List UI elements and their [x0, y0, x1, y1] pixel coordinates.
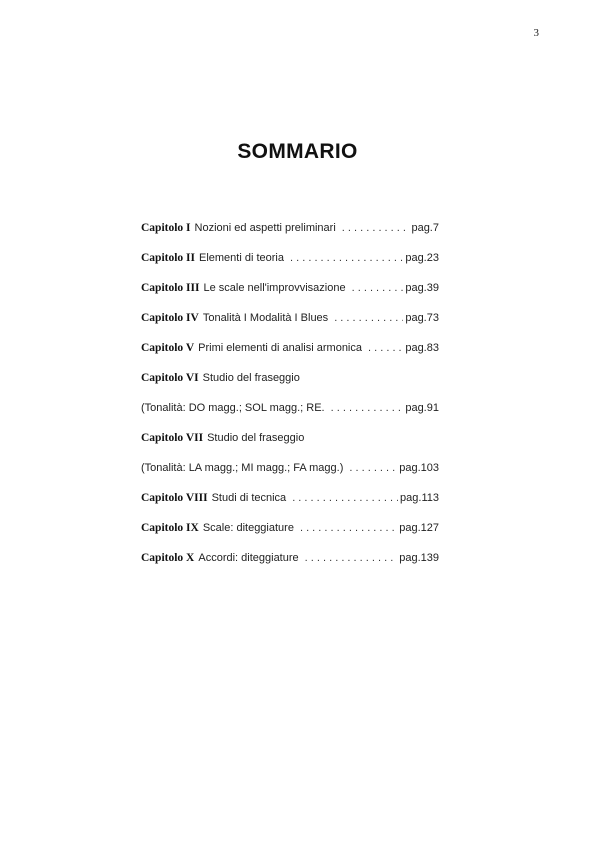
dot-leader	[292, 491, 398, 506]
table-of-contents	[141, 221, 439, 581]
dot-leader	[349, 461, 397, 476]
page-abbrev: pag.	[400, 492, 422, 504]
toc-entry-chapter-7-detail	[141, 461, 439, 491]
chapter-label: Capitolo II	[141, 252, 195, 264]
chapter-title: Le scale nell'improvvisazione	[203, 282, 346, 294]
page-ref: 127	[420, 522, 439, 534]
chapter-subtitle: (Tonalità: DO magg.; SOL magg.; RE.	[141, 402, 325, 414]
dot-leader	[368, 341, 403, 356]
chapter-label: Capitolo IV	[141, 312, 199, 324]
chapter-label: Capitolo VII	[141, 432, 204, 444]
page-abbrev: pag.	[405, 342, 427, 354]
chapter-title: Primi elementi di analisi armonica	[198, 342, 362, 354]
toc-entry-chapter-8	[141, 491, 439, 521]
page-abbrev: pag.	[405, 282, 427, 294]
chapter-label: Capitolo I	[141, 222, 191, 234]
page-abbrev: pag.	[399, 462, 421, 474]
page-ref: 83	[426, 342, 439, 354]
page-number: 3	[533, 27, 539, 39]
chapter-label: Capitolo VI	[141, 372, 199, 384]
toc-entry-chapter-3	[141, 281, 439, 311]
page-ref: 23	[426, 252, 439, 264]
page-abbrev: pag.	[405, 312, 427, 324]
chapter-title: Studio del fraseggio	[207, 432, 305, 444]
toc-entry-chapter-10	[141, 551, 439, 581]
chapter-subtitle: (Tonalità: LA magg.; MI magg.; FA magg.)	[141, 462, 344, 474]
toc-entry-chapter-4	[141, 311, 439, 341]
page-abbrev: pag.	[399, 522, 421, 534]
page-ref: 73	[426, 312, 439, 324]
dot-leader	[342, 221, 410, 236]
page-ref: 7	[432, 222, 439, 234]
chapter-label: Capitolo IX	[141, 522, 199, 534]
page-ref: 139	[420, 552, 439, 564]
chapter-title: Nozioni ed aspetti preliminari	[194, 222, 336, 234]
chapter-title: Elementi di teoria	[199, 252, 284, 264]
dot-leader	[352, 281, 404, 296]
page-abbrev: pag.	[405, 252, 427, 264]
toc-entry-chapter-2	[141, 251, 439, 281]
toc-entry-chapter-6	[141, 371, 439, 401]
page-title: SOMMARIO	[237, 140, 358, 163]
page-ref: 91	[426, 402, 439, 414]
chapter-title: Studio del fraseggio	[202, 372, 300, 384]
toc-entry-chapter-9	[141, 521, 439, 551]
chapter-label: Capitolo X	[141, 552, 195, 564]
dot-leader	[334, 311, 403, 326]
toc-entry-chapter-6-detail	[141, 401, 439, 431]
chapter-title: Scale: diteggiature	[202, 522, 294, 534]
chapter-title: Accordi: diteggiature	[198, 552, 299, 564]
page-abbrev: pag.	[411, 222, 433, 234]
chapter-title: Studi di tecnica	[211, 492, 287, 504]
chapter-label: Capitolo V	[141, 342, 195, 354]
dot-leader	[290, 251, 403, 266]
page-ref: 39	[426, 282, 439, 294]
chapter-label: Capitolo VIII	[141, 492, 208, 504]
page-abbrev: pag.	[405, 402, 427, 414]
page-ref: 103	[420, 462, 439, 474]
dot-leader	[331, 401, 404, 416]
chapter-label: Capitolo III	[141, 282, 200, 294]
toc-entry-chapter-1	[141, 221, 439, 251]
dot-leader	[300, 521, 397, 536]
dot-leader	[305, 551, 398, 566]
toc-entry-chapter-7	[141, 431, 439, 461]
page-ref: 113	[421, 492, 439, 504]
toc-entry-chapter-5	[141, 341, 439, 371]
chapter-title: Tonalità I Modalità I Blues	[202, 312, 329, 324]
page-abbrev: pag.	[399, 552, 421, 564]
